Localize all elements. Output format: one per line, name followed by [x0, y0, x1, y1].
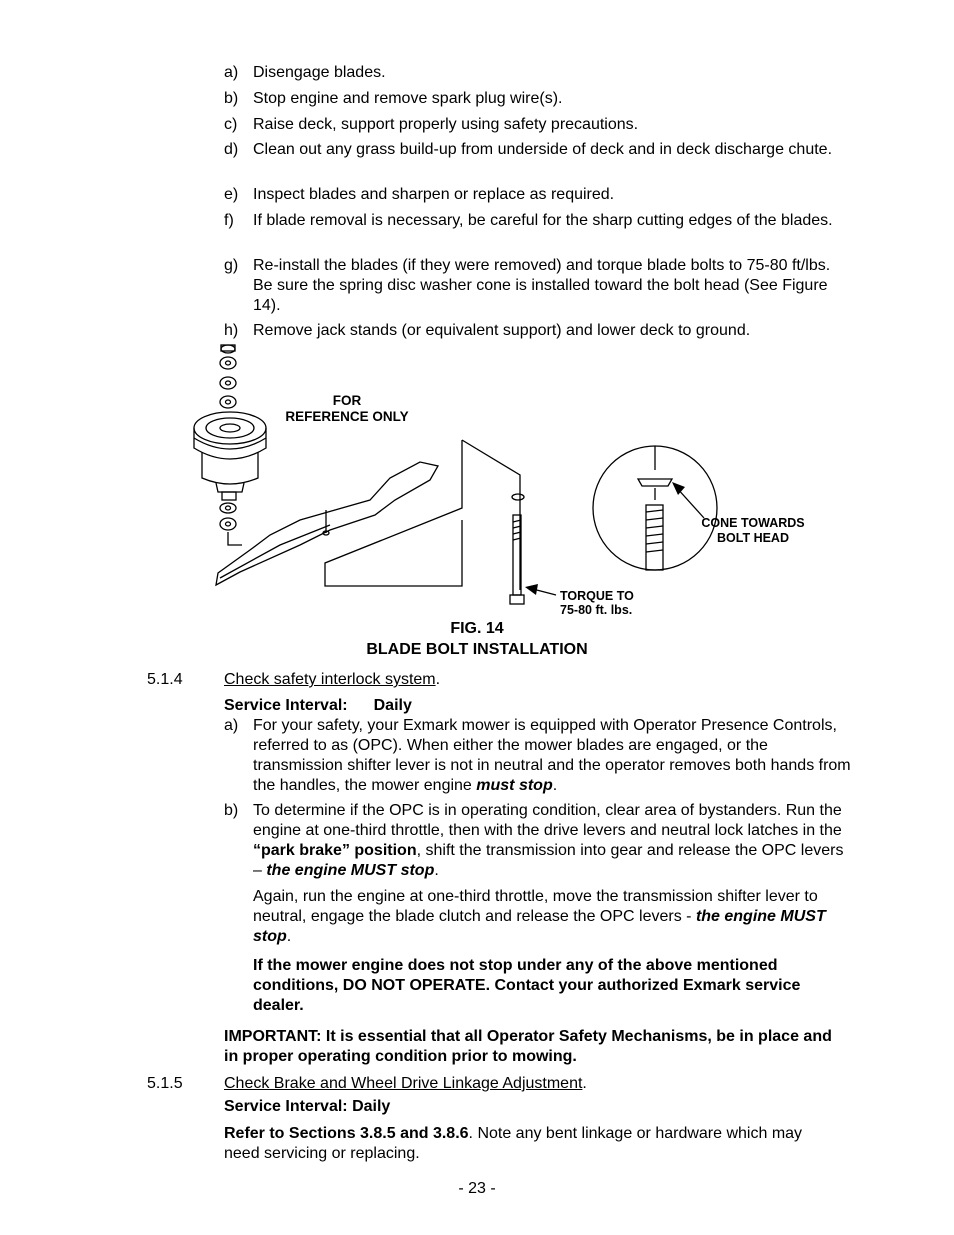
- section-number: 5.1.4: [147, 671, 183, 688]
- cone-label-2: BOLT HEAD: [717, 531, 789, 545]
- reference-label-1: FOR: [332, 393, 362, 408]
- torque-label-2: 75-80 ft. lbs.: [560, 603, 633, 617]
- page-number: - 23 -: [458, 1180, 496, 1197]
- section-number: 5.1.5: [147, 1075, 183, 1092]
- washer-shape: [220, 377, 236, 389]
- section-title: Check safety interlock system.: [224, 671, 441, 688]
- figure-title: BLADE BOLT INSTALLATION: [366, 641, 588, 658]
- paragraph: Again, run the engine at one-third throttle, move the transmission shifter lever to neutral, engage the blade clutch and release the OPC levers - the engine MUST stop.: [253, 888, 826, 945]
- washer-shape: [220, 503, 236, 513]
- torque-label-1: TORQUE TO: [560, 589, 634, 603]
- service-interval: Service Interval: Daily: [224, 1098, 391, 1115]
- blade-shape: [216, 462, 438, 585]
- section-title: Check Brake and Wheel Drive Linkage Adjustment.: [224, 1075, 587, 1092]
- deck-shape: [325, 440, 462, 586]
- cone-washer-shape: [638, 479, 672, 486]
- blade-bolt-diagram: [180, 340, 860, 620]
- warning-text: If the mower engine does not stop under any of the above mentioned conditions, DO NOT OPERATE. Contact your authorized Exmark service dealer.: [253, 957, 801, 1014]
- figure-number: FIG. 14: [450, 620, 504, 637]
- washer-shape: [512, 494, 524, 500]
- bolt-detail-shape: [646, 505, 663, 570]
- important-note: IMPORTANT: It is essential that all Operator Safety Mechanisms, be in place and in proper operating condition prior to mowing.: [224, 1028, 832, 1065]
- service-interval: Service Interval: Daily: [224, 697, 412, 714]
- pulley-shape: [194, 412, 266, 444]
- reference-label-2: REFERENCE ONLY: [285, 409, 409, 424]
- washer-shape: [220, 518, 236, 530]
- cone-label-1: CONE TOWARDS: [701, 516, 805, 530]
- paragraph: Refer to Sections 3.8.5 and 3.8.6. Note any bent linkage or hardware which may need servicing or replacing.: [224, 1125, 803, 1162]
- washer-shape: [220, 396, 236, 408]
- nut-shape: [221, 345, 235, 353]
- washer-shape: [220, 357, 236, 369]
